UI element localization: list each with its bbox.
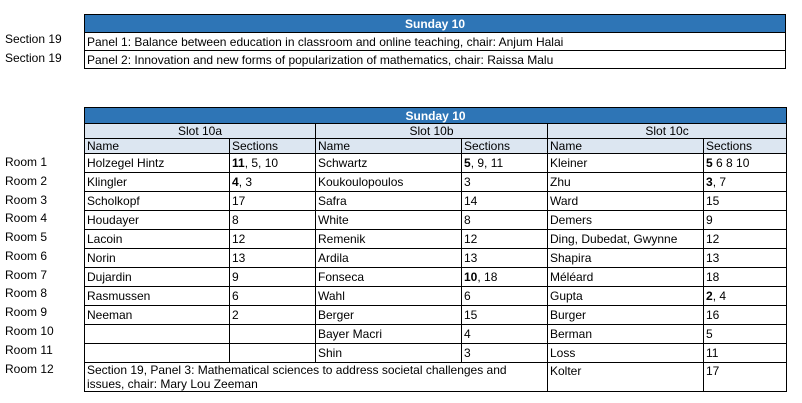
table-row xyxy=(85,173,787,192)
room-label: Room 2 xyxy=(5,174,48,188)
slot_b-name: Bayer Macri xyxy=(316,325,462,344)
primary-section: 5 xyxy=(464,156,471,170)
table-row xyxy=(85,287,787,306)
slot_b-sections xyxy=(462,211,548,230)
slot_b-sections xyxy=(462,192,548,211)
col-name: Name xyxy=(85,139,230,154)
primary-section: 11 xyxy=(232,156,245,170)
table-row xyxy=(85,249,787,268)
table-row xyxy=(85,154,787,173)
slot_c-name: Demers xyxy=(548,211,704,230)
primary-section: 10 xyxy=(464,270,478,284)
slot_c-sections xyxy=(704,325,787,344)
slot_a-sections xyxy=(230,154,316,173)
other-sections: , 9, 11 xyxy=(470,156,504,170)
table-row xyxy=(85,211,787,230)
slot_b-name: Remenik xyxy=(316,230,462,249)
col-sections: Sections xyxy=(704,139,787,154)
other-sections: 12 xyxy=(464,232,478,246)
slot_b-sections xyxy=(462,325,548,344)
room-label: Room 1 xyxy=(5,155,48,169)
slot_b-sections xyxy=(462,287,548,306)
slot_b-name: Wahl xyxy=(316,287,462,306)
top-row-label-2: Section 19 xyxy=(5,51,62,65)
primary-section: 3 xyxy=(706,175,713,189)
room-label: Room 4 xyxy=(5,211,48,225)
slot_b-sections xyxy=(462,344,548,363)
slot_c-sections xyxy=(704,249,787,268)
slot_a-name: Rasmussen xyxy=(85,287,230,306)
other-sections: 2 xyxy=(232,308,239,322)
table-row xyxy=(85,192,787,211)
slot_c-sections xyxy=(704,230,787,249)
slot_c-name: Ward xyxy=(548,192,704,211)
slot_b-sections xyxy=(462,154,548,173)
slot_c-sections xyxy=(704,173,787,192)
panels-table xyxy=(84,14,786,69)
slot_c-name: Burger xyxy=(548,306,704,325)
room-label: Room 5 xyxy=(5,230,48,244)
slot-10c-header: Slot 10c xyxy=(548,124,787,139)
room-label: Room 10 xyxy=(5,324,54,338)
slot_c-sections xyxy=(704,306,787,325)
other-sections: 13 xyxy=(706,251,720,265)
slot-10a-header: Slot 10a xyxy=(85,124,316,139)
room-label: Room 6 xyxy=(5,249,48,263)
slot_b-sections xyxy=(462,249,548,268)
slot_c-name: Shapira xyxy=(548,249,704,268)
slot_a-sections xyxy=(230,211,316,230)
slot_c-sections xyxy=(704,211,787,230)
slot_a-name: Dujardin xyxy=(85,268,230,287)
other-sections: 6 xyxy=(464,289,471,303)
slot_a-sections xyxy=(230,230,316,249)
slot_a-name: Holzegel Hintz xyxy=(85,154,230,173)
slot_c-sections xyxy=(704,287,787,306)
slot_c-name: Kleiner xyxy=(548,154,704,173)
other-sections: 5 xyxy=(706,327,713,341)
table-row xyxy=(85,363,787,392)
col-name: Name xyxy=(316,139,462,154)
other-sections: , 18 xyxy=(477,270,498,284)
other-sections: 9 xyxy=(232,270,239,284)
slot_b-name: Ardila xyxy=(316,249,462,268)
panels-header: Sunday 10 xyxy=(85,15,786,33)
slot_a-name: Scholkopf xyxy=(85,192,230,211)
other-sections: 6 xyxy=(232,289,239,303)
room-label: Room 3 xyxy=(5,193,48,207)
other-sections: 11 xyxy=(706,346,719,360)
room-label: Room 12 xyxy=(5,362,54,376)
slot_a-sections xyxy=(230,268,316,287)
slot_b-name: White xyxy=(316,211,462,230)
panel-2: Panel 2: Innovation and new forms of popularization of mathematics, chair: Raissa Malu xyxy=(85,51,786,69)
table-row xyxy=(85,268,787,287)
other-sections: 15 xyxy=(464,308,478,322)
other-sections: 12 xyxy=(232,232,246,246)
primary-section: 4 xyxy=(232,175,239,189)
other-sections: 16 xyxy=(706,308,720,322)
other-sections: 9 xyxy=(706,213,713,227)
slot_b-sections xyxy=(462,268,548,287)
slot_c-name: Méléard xyxy=(548,268,704,287)
slot_a-name xyxy=(85,325,230,344)
other-sections: 14 xyxy=(464,194,478,208)
slot_a-sections xyxy=(230,325,316,344)
slot_c-name: Gupta xyxy=(548,287,704,306)
col-name: Name xyxy=(548,139,704,154)
slot_c-name: Ding, Dubedat, Gwynne xyxy=(548,230,704,249)
other-sections: , 4 xyxy=(712,289,727,303)
col-sections: Sections xyxy=(230,139,316,154)
slot_c-sections xyxy=(704,154,787,173)
slot_a-name: Houdayer xyxy=(85,211,230,230)
slot_c-name: Kolter xyxy=(548,363,704,392)
slot_b-name: Koukoulopoulos xyxy=(316,173,462,192)
slot_c-name: Loss xyxy=(548,344,704,363)
slot_a-name: Norin xyxy=(85,249,230,268)
slot_a-name: Lacoin xyxy=(85,230,230,249)
other-sections: 3 xyxy=(464,175,471,189)
other-sections: 13 xyxy=(232,251,246,265)
panel-1: Panel 1: Balance between education in classroom and online teaching, chair: Anjum Halai xyxy=(85,33,786,51)
slot_a-sections xyxy=(230,249,316,268)
room-label: Room 8 xyxy=(5,286,48,300)
other-sections: 4 xyxy=(464,327,471,341)
primary-section: 2 xyxy=(706,289,713,303)
slot_a-name: Klingler xyxy=(85,173,230,192)
other-sections: 15 xyxy=(706,194,720,208)
other-sections: 17 xyxy=(232,194,246,208)
table-row xyxy=(85,230,787,249)
other-sections: 13 xyxy=(464,251,478,265)
other-sections: , 7 xyxy=(712,175,727,189)
slot_b-name: Shin xyxy=(316,344,462,363)
slot_c-sections xyxy=(704,192,787,211)
schedule-table xyxy=(84,107,787,392)
room-label: Room 11 xyxy=(5,343,53,357)
other-sections: 17 xyxy=(706,364,720,378)
slot_a-sections xyxy=(230,306,316,325)
slot_a-name: Neeman xyxy=(85,306,230,325)
slot_b-name: Berger xyxy=(316,306,462,325)
slot_b-name: Safra xyxy=(316,192,462,211)
table-row xyxy=(85,344,787,363)
other-sections: 3 xyxy=(464,346,471,360)
other-sections: , 5, 10 xyxy=(244,156,279,170)
slot_a-sections xyxy=(230,287,316,306)
col-sections: Sections xyxy=(462,139,548,154)
slot_c-name: Zhu xyxy=(548,173,704,192)
slot_b-name: Schwartz xyxy=(316,154,462,173)
other-sections: 6 8 10 xyxy=(712,156,750,170)
primary-section: 5 xyxy=(706,156,713,170)
slot_b-sections xyxy=(462,173,548,192)
slot_b-sections xyxy=(462,230,548,249)
schedule-header: Sunday 10 xyxy=(85,108,787,124)
other-sections: 8 xyxy=(464,213,471,227)
slot_b-sections xyxy=(462,306,548,325)
slot_a-sections xyxy=(230,192,316,211)
slot_c-sections xyxy=(704,363,787,392)
room-label: Room 7 xyxy=(5,268,48,282)
slot-10b-header: Slot 10b xyxy=(316,124,548,139)
other-sections: , 3 xyxy=(238,175,253,189)
slot_a-sections xyxy=(230,344,316,363)
slot_c-sections xyxy=(704,268,787,287)
room-12-panel: Section 19, Panel 3: Mathematical sciences to address societal challenges and issues, chair: Mary Lou Zeeman xyxy=(85,363,548,392)
slot_b-name: Fonseca xyxy=(316,268,462,287)
top-row-label-1: Section 19 xyxy=(5,32,62,46)
slot_c-name: Berman xyxy=(548,325,704,344)
slot_c-sections xyxy=(704,344,787,363)
other-sections: 12 xyxy=(706,232,720,246)
other-sections: 8 xyxy=(232,213,239,227)
other-sections: 18 xyxy=(706,270,720,284)
table-row xyxy=(85,325,787,344)
slot_a-sections xyxy=(230,173,316,192)
slot_a-name xyxy=(85,344,230,363)
room-label: Room 9 xyxy=(5,305,48,319)
table-row xyxy=(85,306,787,325)
